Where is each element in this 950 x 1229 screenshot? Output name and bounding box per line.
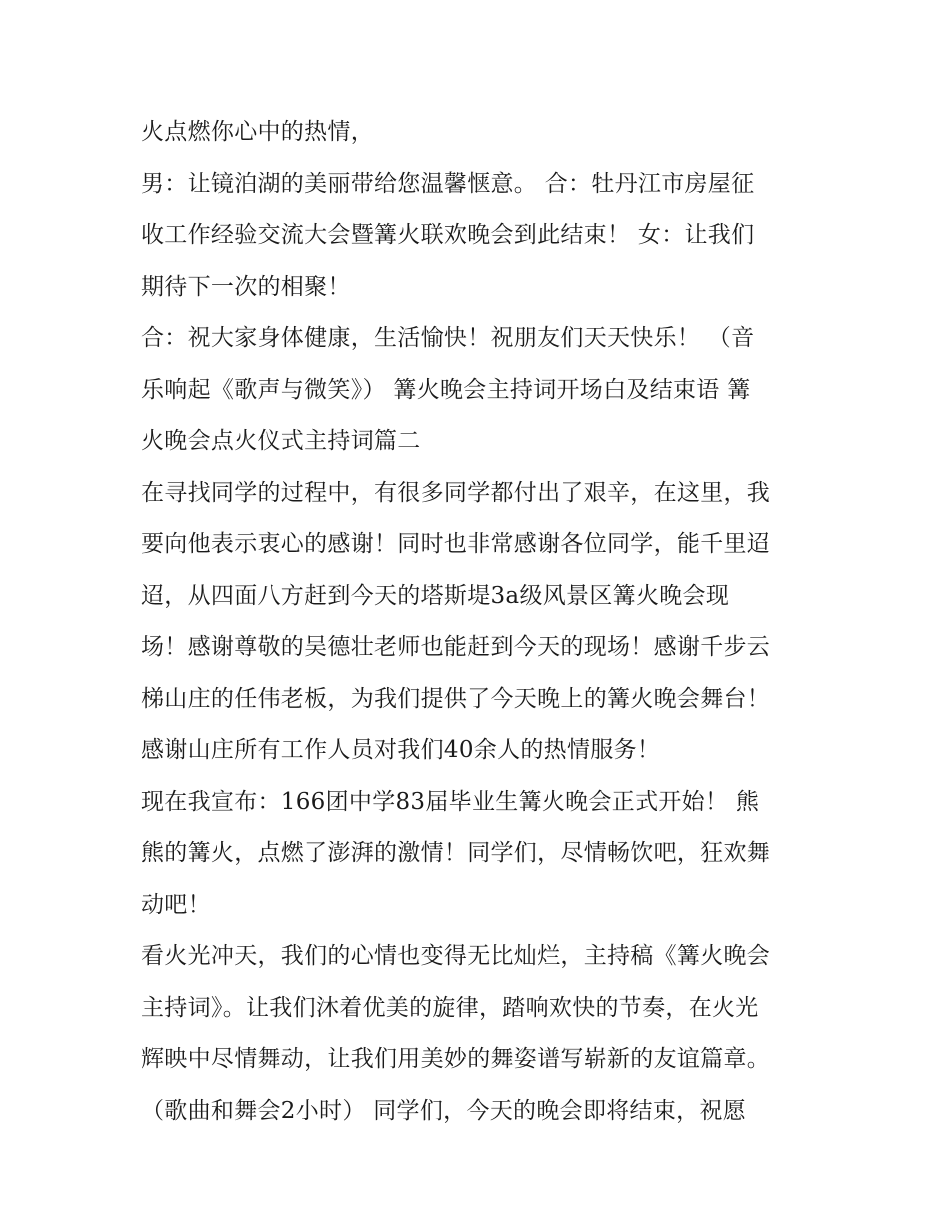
text-line: 感谢山庄所有工作人员对我们40余人的热情服务！ bbox=[141, 737, 661, 763]
text-line: 要向他表示衷心的感谢！同时也非常感谢各位同学，能千里迢 bbox=[141, 531, 771, 557]
text-line: 在寻找同学的过程中，有很多同学都付出了艰辛，在这里，我 bbox=[141, 479, 771, 506]
document-text-body bbox=[141, 107, 821, 1137]
text-line: 梯山庄的任伟老板，为我们提供了今天晚上的篝火晚会舞台！ bbox=[141, 685, 771, 712]
text-line: 乐响起《歌声与微笑》） 篝火晚会主持词开场白及结束语 篝 bbox=[141, 376, 751, 403]
text-line: 场！感谢尊敬的吴德壮老师也能赶到今天的现场！感谢千步云 bbox=[141, 634, 771, 660]
text-line: 现在我宣布：166团中学83届毕业生篝火晚会正式开始！ 熊 bbox=[141, 788, 760, 815]
text-line: 主持词》。让我们沐着优美的旋律，踏响欢快的节奏，在火光 bbox=[141, 994, 759, 1021]
text-line: 合：祝大家身体健康，生活愉快！祝朋友们天天快乐！ （音 bbox=[141, 325, 755, 351]
text-line: 期待下一次的相聚！ bbox=[141, 273, 351, 300]
text-line: 火点燃你心中的热情， bbox=[141, 119, 374, 145]
text-line: 收工作经验交流大会暨篝火联欢晚会到此结束！ 女：让我们 bbox=[141, 222, 755, 248]
text-line: 动吧！ bbox=[141, 891, 211, 918]
text-line: 火晚会点火仪式主持词篇二 bbox=[141, 428, 421, 454]
text-line: 辉映中尽情舞动，让我们用美妙的舞姿谱写崭新的友谊篇章。 bbox=[141, 1046, 771, 1072]
text-line: 熊的篝火，点燃了澎湃的激情！同学们，尽情畅饮吧，狂欢舞 bbox=[141, 840, 771, 866]
text-line: （歌曲和舞会2小时） 同学们，今天的晚会即将结束，祝愿 bbox=[141, 1097, 747, 1124]
text-line: 迢，从四面八方赶到今天的塔斯堤3a级风景区篝火晚会现 bbox=[141, 582, 730, 609]
text-line: 男：让镜泊湖的美丽带给您温馨惬意。 合：牡丹江市房屋征 bbox=[141, 170, 755, 197]
text-line: 看火光冲天，我们的心情也变得无比灿烂，主持稿《篝火晚会 bbox=[141, 943, 771, 969]
